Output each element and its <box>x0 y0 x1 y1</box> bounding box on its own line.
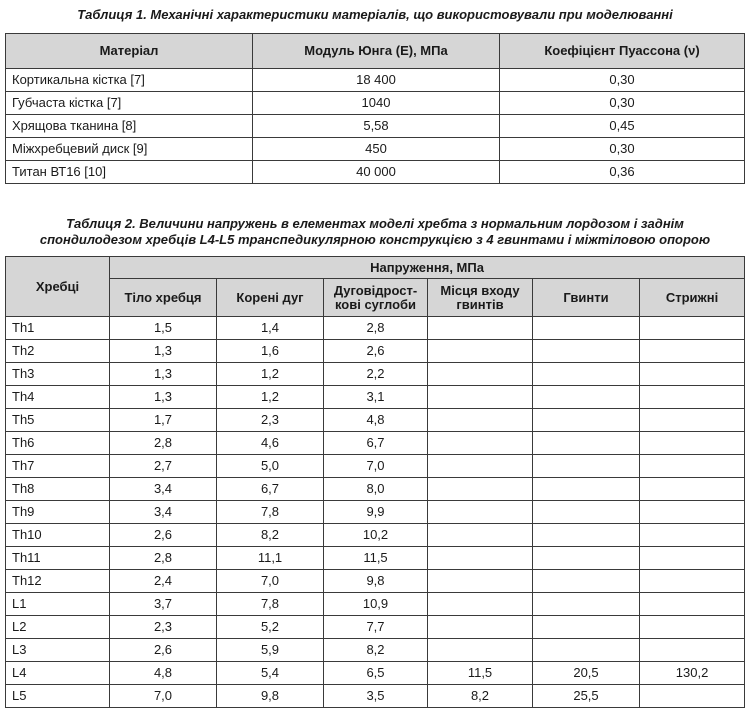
value-cell: 6,5 <box>324 662 428 685</box>
value-cell: 8,2 <box>324 639 428 662</box>
value-cell <box>533 432 640 455</box>
table-row <box>6 340 745 363</box>
header-stress-group: Напруження, МПа <box>110 257 745 279</box>
value-cell: 3,1 <box>324 386 428 409</box>
table-row <box>6 69 745 92</box>
value-cell <box>640 501 745 524</box>
value-cell <box>533 478 640 501</box>
stress-table <box>5 256 745 708</box>
value-cell: 130,2 <box>640 662 745 685</box>
value-cell: 8,0 <box>324 478 428 501</box>
value-cell: 7,0 <box>324 455 428 478</box>
value-cell: 0,45 <box>500 115 745 138</box>
row-label-cell: Th12 <box>6 570 110 593</box>
value-cell: 3,4 <box>110 501 217 524</box>
value-cell: 3,5 <box>324 685 428 708</box>
header-material: Матеріал <box>6 34 253 69</box>
value-cell <box>428 478 533 501</box>
value-cell: 3,7 <box>110 593 217 616</box>
value-cell <box>428 363 533 386</box>
value-cell <box>640 317 745 340</box>
header-pedicles: Корені дуг <box>217 279 324 317</box>
value-cell: 1,6 <box>217 340 324 363</box>
table1-caption: Таблиця 1. Механічні характеристики матеріалів, що використовували при моделюванні <box>77 7 673 22</box>
value-cell: 7,0 <box>110 685 217 708</box>
table-row <box>6 593 745 616</box>
row-label-cell: Th2 <box>6 340 110 363</box>
value-cell: 6,7 <box>217 478 324 501</box>
row-label-cell: Кортикальна кістка [7] <box>6 69 253 92</box>
value-cell: 10,2 <box>324 524 428 547</box>
value-cell: 450 <box>253 138 500 161</box>
value-cell <box>428 547 533 570</box>
value-cell <box>640 409 745 432</box>
value-cell: 11,1 <box>217 547 324 570</box>
value-cell: 2,6 <box>110 639 217 662</box>
header-screw-entry: Місця входу гвинтів <box>428 279 533 317</box>
value-cell <box>428 501 533 524</box>
row-label-cell: L1 <box>6 593 110 616</box>
header-facet-joints: Дуговідрост-кові суглоби <box>324 279 428 317</box>
value-cell: 5,9 <box>217 639 324 662</box>
header-vertebrae: Хребці <box>6 257 110 317</box>
table-header-row <box>6 34 745 69</box>
value-cell: 3,4 <box>110 478 217 501</box>
value-cell: 2,2 <box>324 363 428 386</box>
row-label-cell: Th4 <box>6 386 110 409</box>
value-cell: 7,0 <box>217 570 324 593</box>
value-cell <box>533 501 640 524</box>
value-cell: 11,5 <box>324 547 428 570</box>
value-cell: 1,3 <box>110 340 217 363</box>
table-row <box>6 662 745 685</box>
value-cell <box>533 524 640 547</box>
value-cell <box>640 340 745 363</box>
value-cell: 5,2 <box>217 616 324 639</box>
value-cell <box>640 478 745 501</box>
value-cell <box>428 455 533 478</box>
value-cell: 0,36 <box>500 161 745 184</box>
value-cell <box>533 593 640 616</box>
table-row <box>6 547 745 570</box>
value-cell <box>428 570 533 593</box>
row-label-cell: L5 <box>6 685 110 708</box>
row-label-cell: Th5 <box>6 409 110 432</box>
value-cell: 1,4 <box>217 317 324 340</box>
value-cell: 2,6 <box>324 340 428 363</box>
header-poisson: Коефіцієнт Пуассона (ν) <box>500 34 745 69</box>
value-cell <box>533 639 640 662</box>
value-cell: 5,58 <box>253 115 500 138</box>
table-row <box>6 685 745 708</box>
value-cell <box>640 363 745 386</box>
table2-caption-line2: спондилодезом хребців L4-L5 транспедикулярною конструкцією з 4 гвинтами і міжтіловою опорою <box>39 232 711 247</box>
value-cell <box>640 547 745 570</box>
row-label-cell: Th9 <box>6 501 110 524</box>
table-row <box>6 570 745 593</box>
table2-caption <box>0 216 750 248</box>
value-cell: 1,3 <box>110 386 217 409</box>
row-label-cell: Th10 <box>6 524 110 547</box>
table-row <box>6 524 745 547</box>
value-cell <box>640 432 745 455</box>
materials-table <box>5 33 745 184</box>
row-label-cell: L3 <box>6 639 110 662</box>
value-cell <box>428 593 533 616</box>
value-cell: 0,30 <box>500 138 745 161</box>
table-row <box>6 501 745 524</box>
table-header-row <box>6 279 745 317</box>
header-young-modulus: Модуль Юнга (Е), МПа <box>253 34 500 69</box>
table-row <box>6 409 745 432</box>
value-cell: 2,3 <box>217 409 324 432</box>
value-cell <box>533 455 640 478</box>
table-row <box>6 386 745 409</box>
value-cell: 9,9 <box>324 501 428 524</box>
value-cell <box>640 685 745 708</box>
value-cell <box>428 639 533 662</box>
value-cell <box>640 524 745 547</box>
value-cell: 1,5 <box>110 317 217 340</box>
table-row <box>6 363 745 386</box>
value-cell: 1,7 <box>110 409 217 432</box>
row-label-cell: Губчаста кістка [7] <box>6 92 253 115</box>
value-cell: 4,8 <box>324 409 428 432</box>
value-cell <box>428 616 533 639</box>
value-cell: 9,8 <box>324 570 428 593</box>
value-cell: 5,0 <box>217 455 324 478</box>
table2-caption-line1: Таблиця 2. Величини напружень в елементах моделі хребта з нормальним лордозом і заднім <box>66 216 684 231</box>
value-cell: 7,7 <box>324 616 428 639</box>
row-label-cell: L2 <box>6 616 110 639</box>
value-cell: 8,2 <box>217 524 324 547</box>
value-cell: 1,3 <box>110 363 217 386</box>
row-label-cell: L4 <box>6 662 110 685</box>
value-cell <box>533 386 640 409</box>
value-cell: 18 400 <box>253 69 500 92</box>
row-label-cell: Th7 <box>6 455 110 478</box>
value-cell: 2,3 <box>110 616 217 639</box>
value-cell <box>533 409 640 432</box>
table-row <box>6 616 745 639</box>
value-cell: 11,5 <box>428 662 533 685</box>
row-label-cell: Th3 <box>6 363 110 386</box>
table-header-row <box>6 257 745 279</box>
value-cell <box>640 639 745 662</box>
value-cell: 6,7 <box>324 432 428 455</box>
value-cell: 2,8 <box>324 317 428 340</box>
row-label-cell: Титан ВТ16 [10] <box>6 161 253 184</box>
value-cell: 1,2 <box>217 386 324 409</box>
value-cell <box>640 616 745 639</box>
value-cell: 2,8 <box>110 432 217 455</box>
value-cell: 8,2 <box>428 685 533 708</box>
table-row <box>6 317 745 340</box>
value-cell <box>428 340 533 363</box>
value-cell <box>533 570 640 593</box>
value-cell <box>640 593 745 616</box>
table-row <box>6 161 745 184</box>
value-cell <box>533 616 640 639</box>
table-row <box>6 432 745 455</box>
table-row <box>6 115 745 138</box>
row-label-cell: Th6 <box>6 432 110 455</box>
value-cell: 1040 <box>253 92 500 115</box>
value-cell <box>533 317 640 340</box>
table-row <box>6 455 745 478</box>
value-cell <box>428 409 533 432</box>
table-row <box>6 92 745 115</box>
value-cell: 4,6 <box>217 432 324 455</box>
value-cell: 5,4 <box>217 662 324 685</box>
table-row <box>6 639 745 662</box>
table-row <box>6 138 745 161</box>
header-vertebral-body: Тіло хребця <box>110 279 217 317</box>
value-cell: 25,5 <box>533 685 640 708</box>
value-cell <box>428 432 533 455</box>
row-label-cell: Міжхребцевий диск [9] <box>6 138 253 161</box>
value-cell: 2,8 <box>110 547 217 570</box>
row-label-cell: Th8 <box>6 478 110 501</box>
row-label-cell: Th11 <box>6 547 110 570</box>
value-cell <box>640 570 745 593</box>
value-cell <box>428 386 533 409</box>
value-cell <box>533 547 640 570</box>
header-screws: Гвинти <box>533 279 640 317</box>
value-cell <box>428 524 533 547</box>
value-cell: 7,8 <box>217 501 324 524</box>
value-cell: 9,8 <box>217 685 324 708</box>
row-label-cell: Хрящова тканина [8] <box>6 115 253 138</box>
value-cell: 2,7 <box>110 455 217 478</box>
value-cell: 7,8 <box>217 593 324 616</box>
value-cell <box>428 317 533 340</box>
value-cell <box>533 363 640 386</box>
value-cell: 0,30 <box>500 69 745 92</box>
value-cell: 2,4 <box>110 570 217 593</box>
value-cell <box>533 340 640 363</box>
value-cell: 10,9 <box>324 593 428 616</box>
table-row <box>6 478 745 501</box>
value-cell <box>640 455 745 478</box>
header-rods: Стрижні <box>640 279 745 317</box>
value-cell: 20,5 <box>533 662 640 685</box>
value-cell: 1,2 <box>217 363 324 386</box>
value-cell: 4,8 <box>110 662 217 685</box>
value-cell: 40 000 <box>253 161 500 184</box>
value-cell: 2,6 <box>110 524 217 547</box>
row-label-cell: Th1 <box>6 317 110 340</box>
value-cell: 0,30 <box>500 92 745 115</box>
value-cell <box>640 386 745 409</box>
